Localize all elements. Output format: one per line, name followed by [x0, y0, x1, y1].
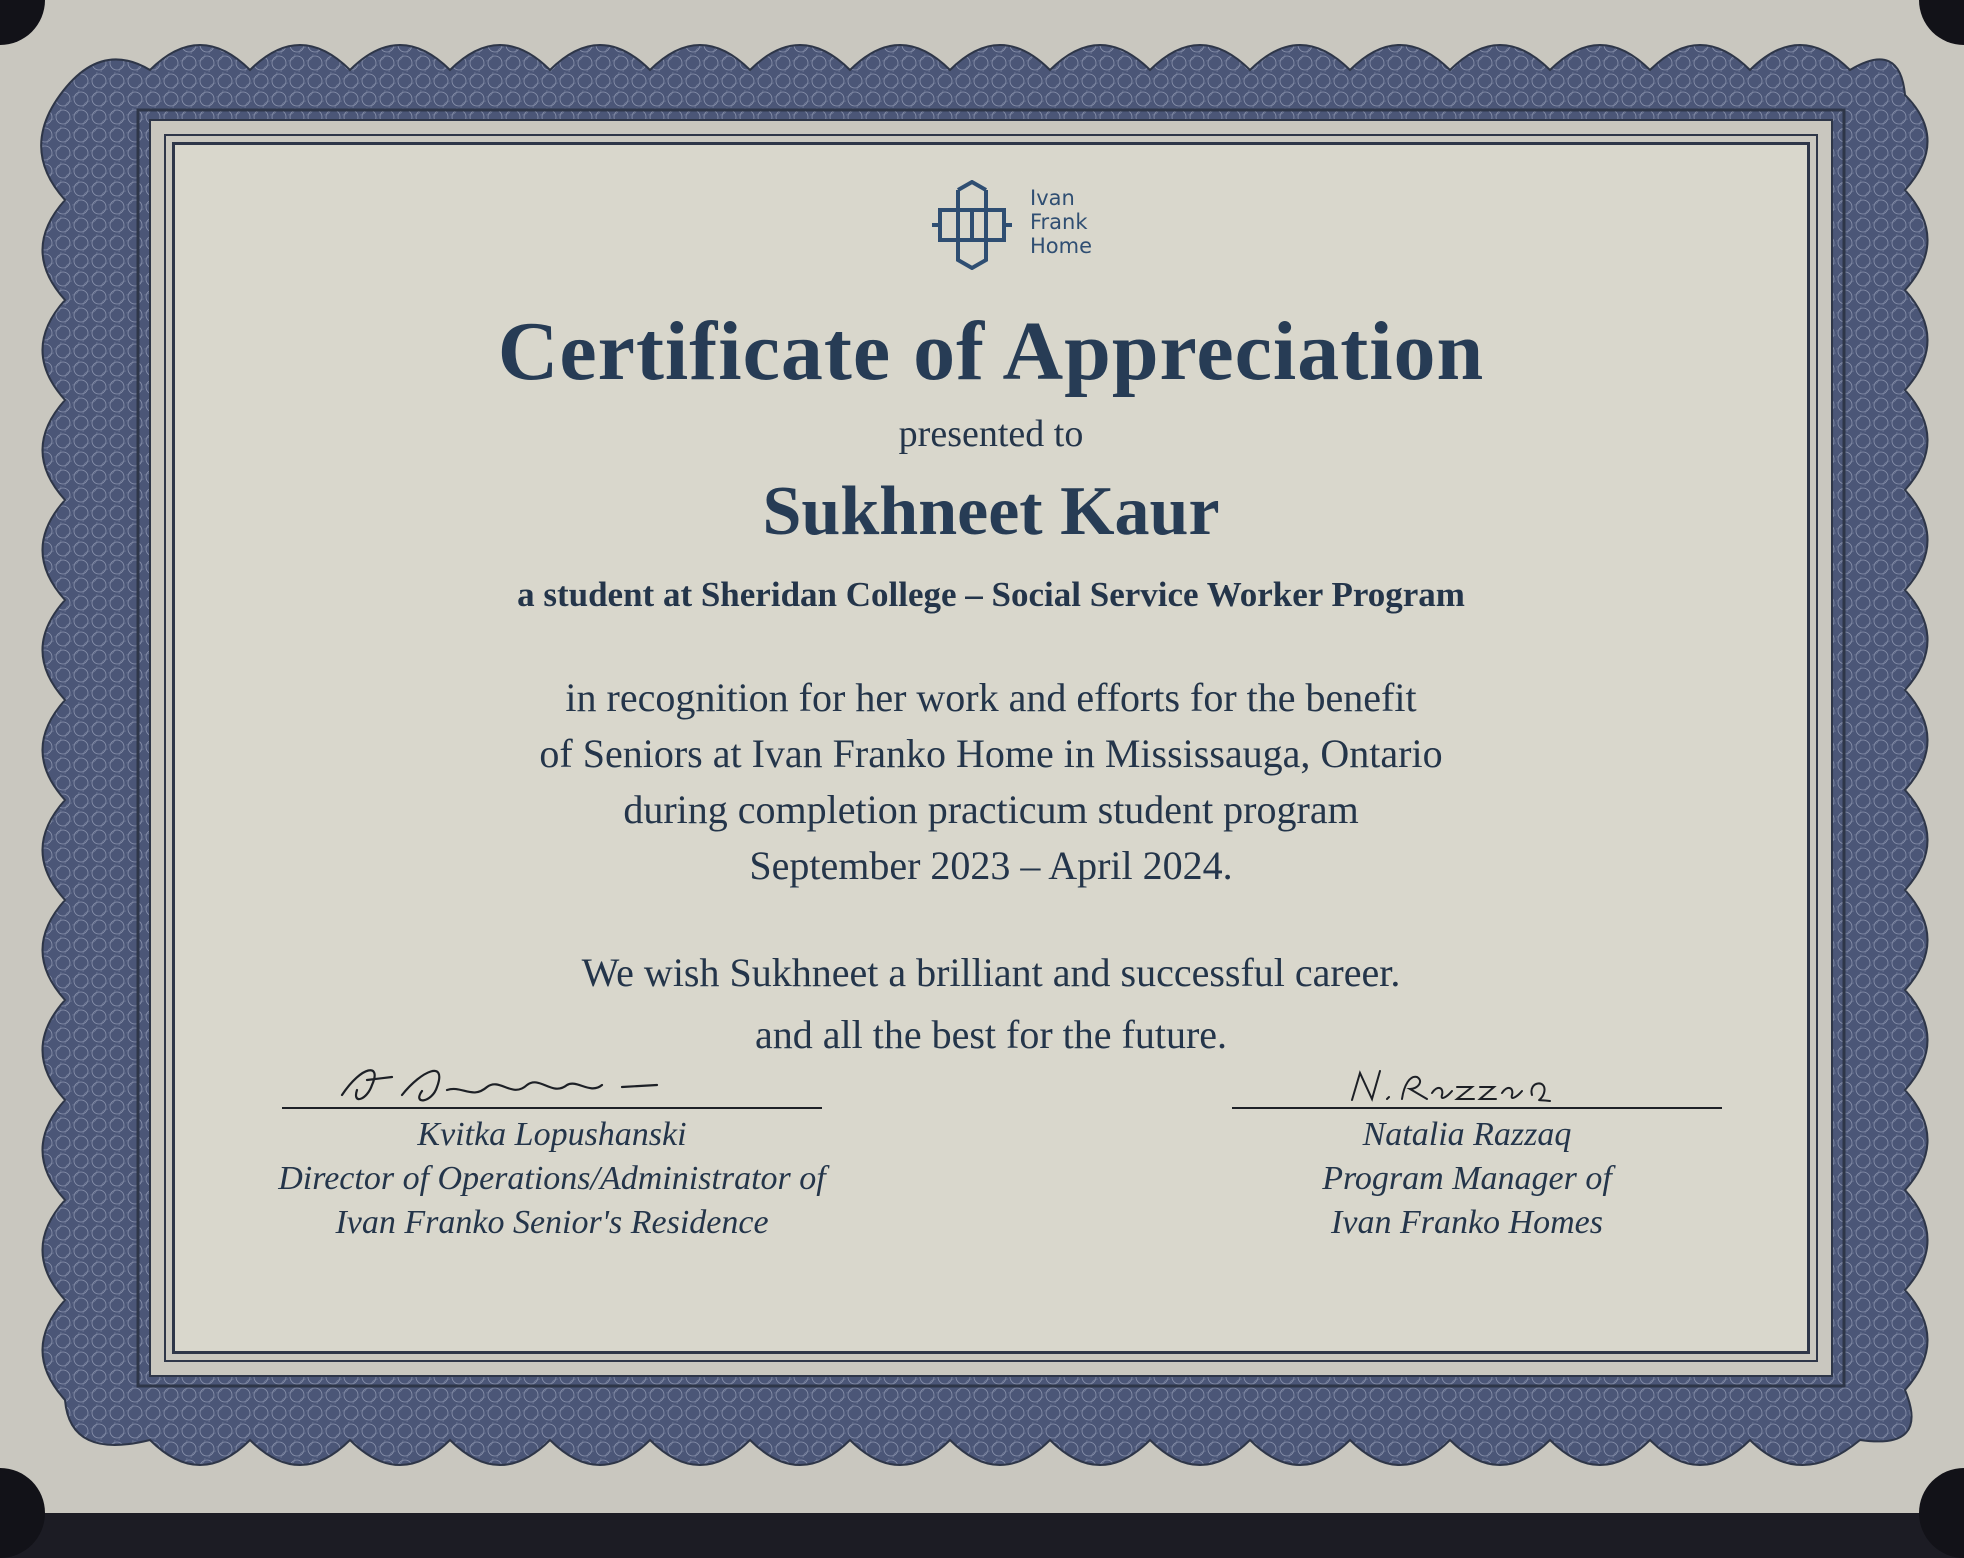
- handwritten-signature: [1232, 1055, 1722, 1115]
- certificate-title: Certificate of Appreciation: [497, 305, 1485, 398]
- recognition-line: in recognition for her work and efforts for the benefit: [565, 675, 1417, 720]
- signatory-name: Natalia Razzaq: [1362, 1116, 1572, 1153]
- logo-line: Frank: [1030, 210, 1088, 234]
- organization-logo: [930, 180, 1110, 280]
- wishes-line: We wish Sukhneet a brilliant and successful career.: [581, 950, 1401, 995]
- presented-to-text: presented to: [898, 413, 1084, 455]
- logo-wordmark: [1030, 186, 1092, 258]
- logo-line: Home: [1030, 234, 1093, 258]
- signature-block-manager: [1232, 1107, 1702, 1245]
- signatory-title: Ivan Franko Homes: [1331, 1204, 1603, 1241]
- logo-line: Ivan: [1030, 186, 1075, 210]
- certificate-content: [172, 142, 1810, 1354]
- ivan-franko-home-logo-icon: [930, 180, 1014, 270]
- recognition-paragraph: [172, 670, 1810, 894]
- signature-block-director: [272, 1107, 832, 1245]
- recognition-line: of Seniors at Ivan Franko Home in Mississauga, Ontario: [539, 731, 1443, 776]
- signatory-title: Ivan Franko Senior's Residence: [335, 1204, 769, 1241]
- recipient-affiliation: a student at Sheridan College – Social Service Worker Program: [517, 575, 1465, 614]
- recognition-line: September 2023 – April 2024.: [749, 843, 1233, 888]
- recognition-line: during completion practicum student program: [623, 787, 1359, 832]
- handwritten-signature: [272, 1055, 832, 1115]
- signatory-title: Program Manager of: [1322, 1160, 1612, 1197]
- wishes-line: and all the best for the future.: [754, 1012, 1228, 1057]
- signatory-name: Kvitka Lopushanski: [417, 1116, 687, 1153]
- wishes-paragraph: [172, 942, 1810, 1066]
- recipient-name: Sukhneet Kaur: [762, 473, 1220, 550]
- signatory-title: Director of Operations/Administrator of: [278, 1160, 826, 1197]
